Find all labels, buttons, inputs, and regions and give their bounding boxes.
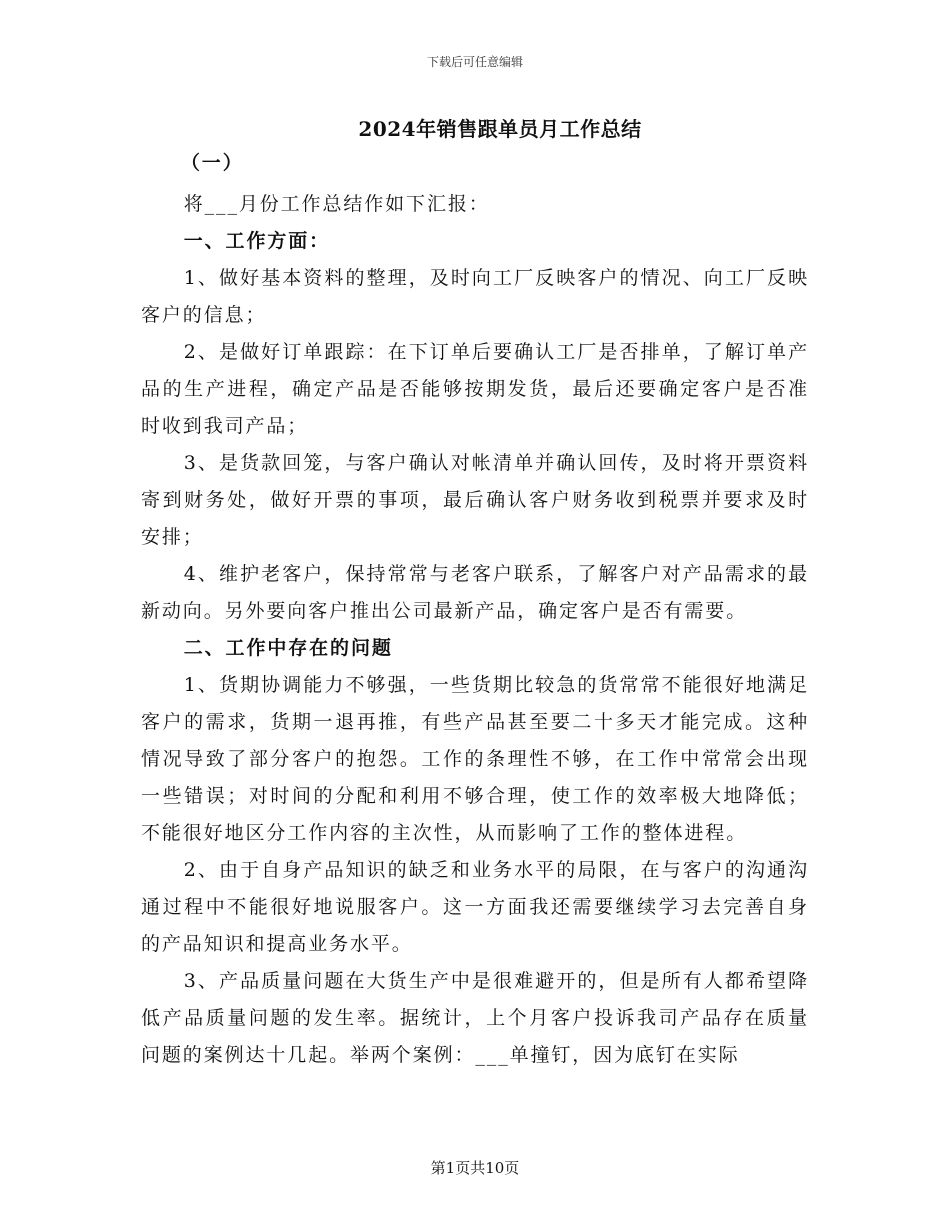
section-heading-work: 一、工作方面： [183, 230, 331, 252]
work-item-4: 4、维护老客户，保持常常与老客户联系，了解客户对产品需求的最新动向。另外要向客户推出公司最新产品，确定客户是否有需要。 [141, 563, 809, 622]
work-item-2: 2、是做好订单跟踪：在下订单后要确认工厂是否排单，了解订单产品的生产进程，确定产品是否能够按期发货，最后还要确定客户是否准时收到我司产品； [141, 341, 809, 437]
section-heading-problems: 二、工作中存在的问题 [183, 637, 393, 659]
problem-item-2: 2、由于自身产品知识的缺乏和业务水平的局限，在与客户的沟通沟通过程中不能很好地说服客户。这一方面我还需要继续学习去完善自身的产品知识和提高业务水平。 [141, 859, 809, 955]
header-note: 下载后可任意编辑 [426, 55, 523, 69]
work-item-3: 3、是货款回笼，与客户确认对帐清单并确认回传，及时将开票资料寄到财务处，做好开票的事项，最后确认客户财务收到税票并要求及时安排； [141, 452, 809, 548]
intro-paragraph: 将___月份工作总结作如下汇报： [183, 193, 490, 215]
page-footer: 第1页共10页 [430, 1159, 520, 1177]
problem-item-3: 3、产品质量问题在大货生产中是很难避开的，但是所有人都希望降低产品质量问题的发生率。据统计，上个月客户投诉我司产品存在质量问题的案例达十几起。举两个案例：___单撞钉，因为底钉在实际 [141, 970, 809, 1066]
work-item-1: 1、做好基本资料的整理，及时向工厂反映客户的情况、向工厂反映客户的信息； [141, 267, 809, 326]
section-marker: （一） [180, 152, 244, 174]
document-title: 2024年销售跟单员月工作总结 [358, 117, 642, 141]
problem-item-1: 1、货期协调能力不够强，一些货期比较急的货常常不能很好地满足客户的需求，货期一退再推，有些产品甚至要二十多天才能完成。这种情况导致了部分客户的抱怨。工作的条理性不够，在工作中常常会出现一些错误；对时间的分配和利用不够合理，使工作的效率极大地降低；不能很好地区分工作内容的主次性，从而影响了工作的整体进程。 [141, 674, 809, 844]
document-body [141, 145, 809, 1074]
